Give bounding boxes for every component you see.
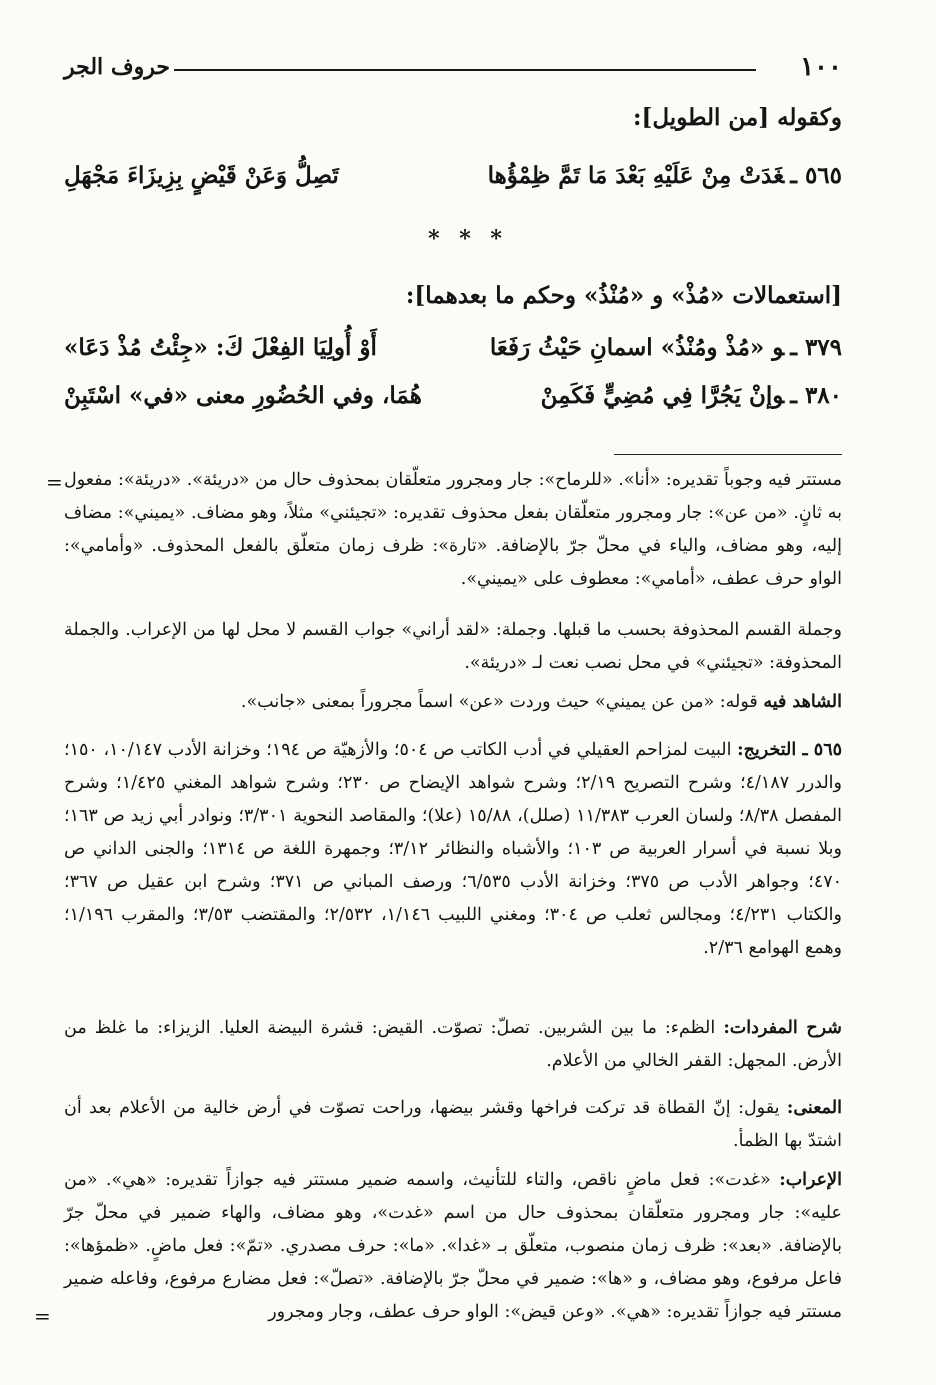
- footnote-paragraph: شرح المفردات: الظمء: ما بين الشربين. تصلّ: تصوّت. القيض: قشرة البيضة العليا. الزيزاء: ما غلظ من الأرض. المجهل: القفر الخالي من الأعلام.: [64, 1018, 842, 1071]
- verse-second-hemistich: هُمَا، وفي الحُضُورِ معنى «في» اسْتَبِنْ: [64, 382, 422, 409]
- verse-number: ٥٦٥ ـ: [790, 162, 842, 189]
- footnote-paragraph: وجملة القسم المحذوفة بحسب ما قبلها. وجملة: «لقد أراني» جواب القسم لا محل لها من الإعراب. والجملة المحذوفة: «تجيئني» في محل نصب نعت لـ «دريئة».: [64, 620, 842, 673]
- verse-565: [64, 162, 842, 206]
- verse-first-hemistich: ٥٦٥ ـغَدَتْ مِنْ عَلَيْهِ بَعْدَ مَا تَمَّ ظِمْؤُها: [487, 162, 842, 189]
- continuation-mark: =: [34, 1304, 51, 1328]
- section-separator: * * *: [428, 226, 508, 252]
- verse-380: [64, 382, 842, 426]
- footnote-paragraph: الشاهد فيه قوله: «من عن يميني» حيث وردت «عن» اسماً مجروراً بمعنى «جانب».: [240, 692, 842, 712]
- verse-first-hemistich: ٣٨٠ ـوإنْ يَجُرَّا فِي مُضِيٍّ فَكَمِنْ: [540, 382, 842, 409]
- verse-second-hemistich: أَوْ أُولِيَا الفِعْلَ كَ: «جِئْتُ مُذْ دَعَا»: [64, 334, 377, 361]
- footnote-label: المعنى:: [786, 1098, 842, 1118]
- footnote-label: ٥٦٥ ـ التخريج:: [737, 740, 842, 760]
- header-rule: [174, 69, 756, 71]
- page-header: [64, 50, 842, 90]
- footnote-label: شرح المفردات:: [723, 1018, 842, 1038]
- footnote-paragraph: المعنى: يقول: إنّ القطاة قد تركت فراخها وقشر بيضها، وراحت تصوّت في أرض خالية من الأعلام بعد أن اشتدّ بها الظمأ.: [64, 1098, 842, 1151]
- footnote-paragraph: الإعراب: «غدت»: فعل ماضٍ ناقص، والتاء للتأنيث، واسمه ضمير مستتر فيه جوازاً تقديره: «هي». «من عليه»: جار ومجرور متعلّقان بمحذوف حال من اسم «غدت»، وهو مضاف، والهاء ضمير في محلّ جرّ بالإضافة. «بعد»: ظرف زمان منصوب، متعلّق بـ «غدا». «ما»: حرف مصدري. «تمّ»: فعل ماضٍ. «ظمؤها»: فاعل مرفوع، وهو مضاف، و «ها»: ضمير في محلّ جرّ بالإضافة. «تصلّ»: فعل مضارع مرفوع، وفاعله ضمير مستتر فيه جوازاً تقديره: «هي». «وعن قيض»: الواو حرف عطف، وجار ومجرور: [64, 1170, 842, 1322]
- section-title: [استعمالات «مُذْ» و «مُنْذُ» وحكم ما بعدهما]:: [405, 282, 842, 309]
- continuation-mark: =: [46, 470, 63, 494]
- footnote-label: الشاهد فيه: [763, 692, 842, 712]
- page-number: ١٠٠: [800, 52, 842, 82]
- running-title: حروف الجر: [64, 54, 170, 80]
- verse-second-hemistich: تَصِلُّ وَعَنْ قَيْضٍ بِزِيزَاءَ مَجْهَلِ: [64, 162, 339, 189]
- verse-number: ٣٧٩ ـ: [790, 334, 842, 361]
- verse-379: [64, 334, 842, 378]
- footnote-label: الإعراب:: [779, 1170, 842, 1190]
- footnote-paragraph: ٥٦٥ ـ التخريج: البيت لمزاحم العقيلي في أدب الكاتب ص ٥٠٤؛ والأزهيّة ص ١٩٤؛ وخزانة الأدب ١٠/١٤٧، ١٥٠؛ والدرر ٤/١٨٧؛ وشرح التصريح ٢/١٩؛ وشرح شواهد الإيضاح ص ٢٣٠؛ وشرح شواهد المغني ١/٤٢٥؛ وشرح المفصل ٨/٣٨؛ ولسان العرب ١١/٣٨٣ (صلل)، ١٥/٨٨ (علا)؛ والمقاصد النحوية ٣/٣٠١؛ ونوادر أبي زيد ص ١٦٣؛ وبلا نسبة في أسرار العربية ص ١٠٣؛ والأشباه والنظائر ٣/١٢؛ وجمهرة اللغة ص ١٣١٤؛ والجنى الداني ص ٤٧٠؛ وجواهر الأدب ص ٣٧٥؛ وخزانة الأدب ٦/٥٣٥؛ ورصف المباني ص ٣٧١؛ وشرح ابن عقيل ص ٣٦٧؛ والكتاب ٤/٢٣١؛ ومجالس ثعلب ص ٣٠٤؛ ومغني اللبيب ١/١٤٦، ٢/٥٣٢؛ والمقتضب ٣/٥٣؛ والمقرب ١/١٩٦؛ وهمع الهوامع ٢/٣٦.: [64, 740, 843, 958]
- verse-first-hemistich: ٣٧٩ ـو «مُذْ ومُنْذُ» اسمانِ حَيْثُ رَفَعَا: [489, 334, 842, 361]
- verse-number: ٣٨٠ ـ: [790, 382, 842, 409]
- footnote-separator: [614, 454, 842, 455]
- intro-line: وكقوله [من الطويل]:: [633, 104, 842, 131]
- footnote-paragraph: مستتر فيه وجوباً تقديره: «أنا». «للرماح»: جار ومجرور متعلّقان بمحذوف حال من «دريئة». «دريئة»: مفعول به ثانٍ. «من عن»: جار ومجرور متعلّقان بفعل محذوف تقديره: «تجيئني» مثلاً، وهو مضاف. «يميني»: مضاف إليه، وهو مضاف، والياء في محلّ جرّ بالإضافة. «تارة»: ظرف زمان متعلّق بالفعل المحذوف. «وأمامي»: الواو حرف عطف، «أمامي»: معطوف على «يميني».: [64, 470, 842, 589]
